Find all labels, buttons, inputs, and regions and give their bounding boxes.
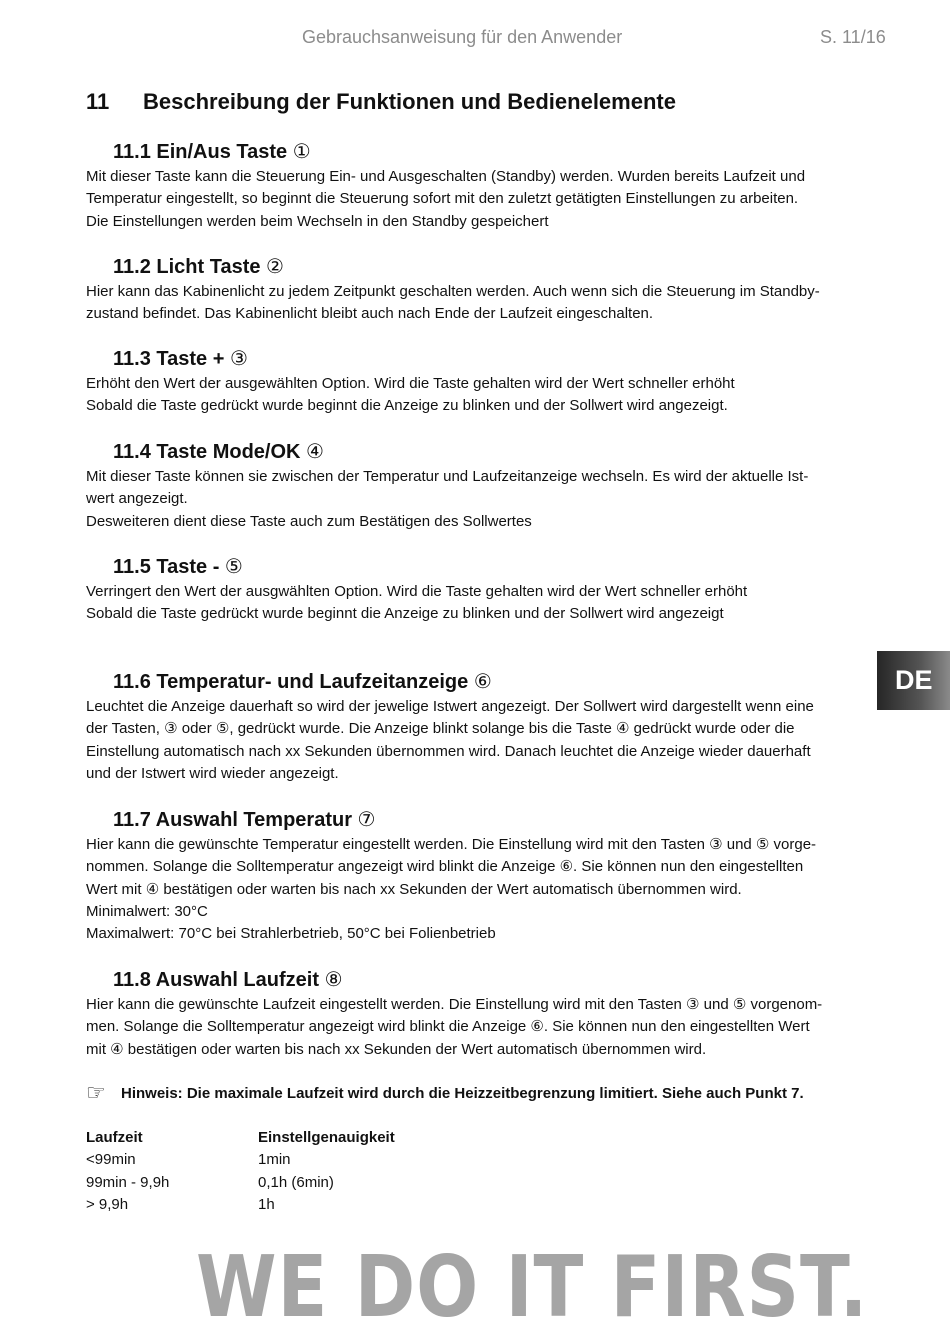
table-row [86, 1149, 395, 1171]
table-header-row [86, 1127, 395, 1149]
footer-slogan: WE DO IT FIRST. [196, 1238, 869, 1337]
callout-number-icon: ④ [306, 441, 324, 463]
table-cell: 99min - 9,9h [86, 1173, 170, 1191]
section-heading: 11.4 Taste Mode/OK ④ [113, 441, 324, 463]
table-cell: 1min [258, 1151, 291, 1169]
section-body: Mit dieser Taste kann die Steuerung Ein- und Ausgeschalten (Standby) werden. Wurden bereits Laufzeit und Temperatur eingestellt, so beginnt die Steuerung sofort mit den zuletzt getätigten Einstellungen zu arbeiten. Die Einstellungen werden beim Wechseln in den Standby gespeichert [86, 168, 806, 230]
hint-text: Hinweis: Die maximale Laufzeit wird durch die Heizzeitbegrenzung limitiert. Siehe auch Punkt 7. [121, 1085, 804, 1102]
section-mode-ok-button [86, 438, 886, 533]
table-cell: > 9,9h [86, 1196, 129, 1214]
section-heading: 11.7 Auswahl Temperatur ⑦ [113, 809, 376, 831]
section-heading: 11.2 Licht Taste ② [113, 256, 284, 278]
section-body: Hier kann das Kabinenlicht zu jedem Zeitpunkt geschalten werden. Auch wenn sich die Steuerung im Standby- zustand befindet. Das Kabinenlicht bleibt auch nach Ende der Laufzeit eingeschalten. [86, 283, 820, 323]
language-tab: DE [877, 651, 950, 710]
runtime-accuracy-table [86, 1127, 395, 1217]
section-runtime-selection [86, 966, 886, 1061]
hint-note [86, 1080, 804, 1106]
section-minus-button [86, 553, 886, 626]
section-heading: 11.5 Taste - ⑤ [113, 556, 243, 578]
document-title: Gebrauchsanweisung für den Anwender [302, 27, 623, 47]
table-row [86, 1194, 395, 1216]
page-header [0, 27, 950, 51]
section-temperature-selection [86, 806, 886, 945]
table-header-cell: Laufzeit [86, 1129, 143, 1146]
section-plus-button [86, 345, 886, 418]
chapter-number: 11 [86, 89, 110, 114]
chapter-heading [86, 89, 676, 115]
table-header-cell: Einstellgenauigkeit [258, 1129, 395, 1146]
pointing-hand-icon: ☞ [86, 1080, 106, 1105]
table-cell: 0,1h (6min) [258, 1173, 334, 1191]
section-heading: 11.6 Temperatur- und Laufzeitanzeige ⑥ [113, 671, 492, 693]
callout-number-icon: ② [266, 256, 284, 278]
callout-number-icon: ⑥ [473, 671, 492, 693]
section-temperature-runtime-display [86, 668, 886, 785]
callout-number-icon: ⑤ [224, 556, 243, 578]
section-heading: 11.1 Ein/Aus Taste ① [113, 141, 311, 163]
table-cell: <99min [86, 1151, 136, 1169]
section-body: Mit dieser Taste können sie zwischen der Temperatur und Laufzeitanzeige wechseln. Es wird der aktuelle Ist- wert angezeigt. Desweiteren dient diese Taste auch zum Bestätigen des Sollwertes [86, 468, 809, 530]
section-body: Erhöht den Wert der ausgewählten Option. Wird die Taste gehalten wird der Wert schneller erhöht Sobald die Taste gedrückt wurde beginnt die Anzeige zu blinken und der Sollwert wird angezeigt. [86, 375, 735, 415]
chapter-title: Beschreibung der Funktionen und Bedienelemente [143, 89, 676, 114]
section-body: Hier kann die gewünschte Temperatur eingestellt werden. Die Einstellung wird mit den Tasten ③ und ⑤ vorge- nommen. Solange die Solltemperatur angezeigt wird blinkt die Anzeige ⑥. Sie können nun den eingestellten Wert mit ④ bestätigen oder warten bis nach xx Sekunden der Wert automatisch übernommen wird. Minimalwert: 30°C Maximalwert: 70°C bei Strahlerbetrieb, 50°C bei Folienbetrieb [86, 836, 817, 943]
section-heading: 11.8 Auswahl Laufzeit ⑧ [113, 969, 343, 991]
section-body: Leuchtet die Anzeige dauerhaft so wird der jewelige Istwert angezeigt. Der Sollwert wird dargestellt wenn eine der Tasten, ③ oder ⑤, gedrückt wurde. Die Anzeige blinkt solange bis die Taste ④ gedrückt wurde oder die Einstellung automatisch nach xx Sekunden übernommen wird. Danach leuchtet die Anzeige wieder dauerhaft und der Istwert wird wieder angezeigt. [86, 698, 814, 782]
callout-number-icon: ③ [229, 348, 248, 370]
section-on-off-button [86, 138, 886, 233]
section-body: Hier kann die gewünschte Laufzeit eingestellt werden. Die Einstellung wird mit den Tasten ③ und ⑤ vorgenom- men. Solange die Solltemperatur angezeigt wird blinkt die Anzeige ⑥. Sie können nun den eingestellten Wert mit ④ bestätigen oder warten bis nach xx Sekunden der Wert automatisch übernommen wird. [86, 996, 823, 1058]
table-cell: 1h [258, 1196, 275, 1214]
callout-number-icon: ① [292, 141, 311, 163]
page-number: S. 11/16 [820, 27, 886, 47]
section-heading: 11.3 Taste + ③ [113, 348, 248, 370]
table-row [86, 1172, 395, 1194]
callout-number-icon: ⑦ [357, 809, 376, 831]
section-body: Verringert den Wert der ausgwählten Option. Wird die Taste gehalten wird der Wert schneller erhöht Sobald die Taste gedrückt wurde beginnt die Anzeige zu blinken und der Sollwert wird angezeigt [86, 583, 748, 623]
callout-number-icon: ⑧ [324, 969, 343, 991]
section-light-button [86, 253, 886, 326]
